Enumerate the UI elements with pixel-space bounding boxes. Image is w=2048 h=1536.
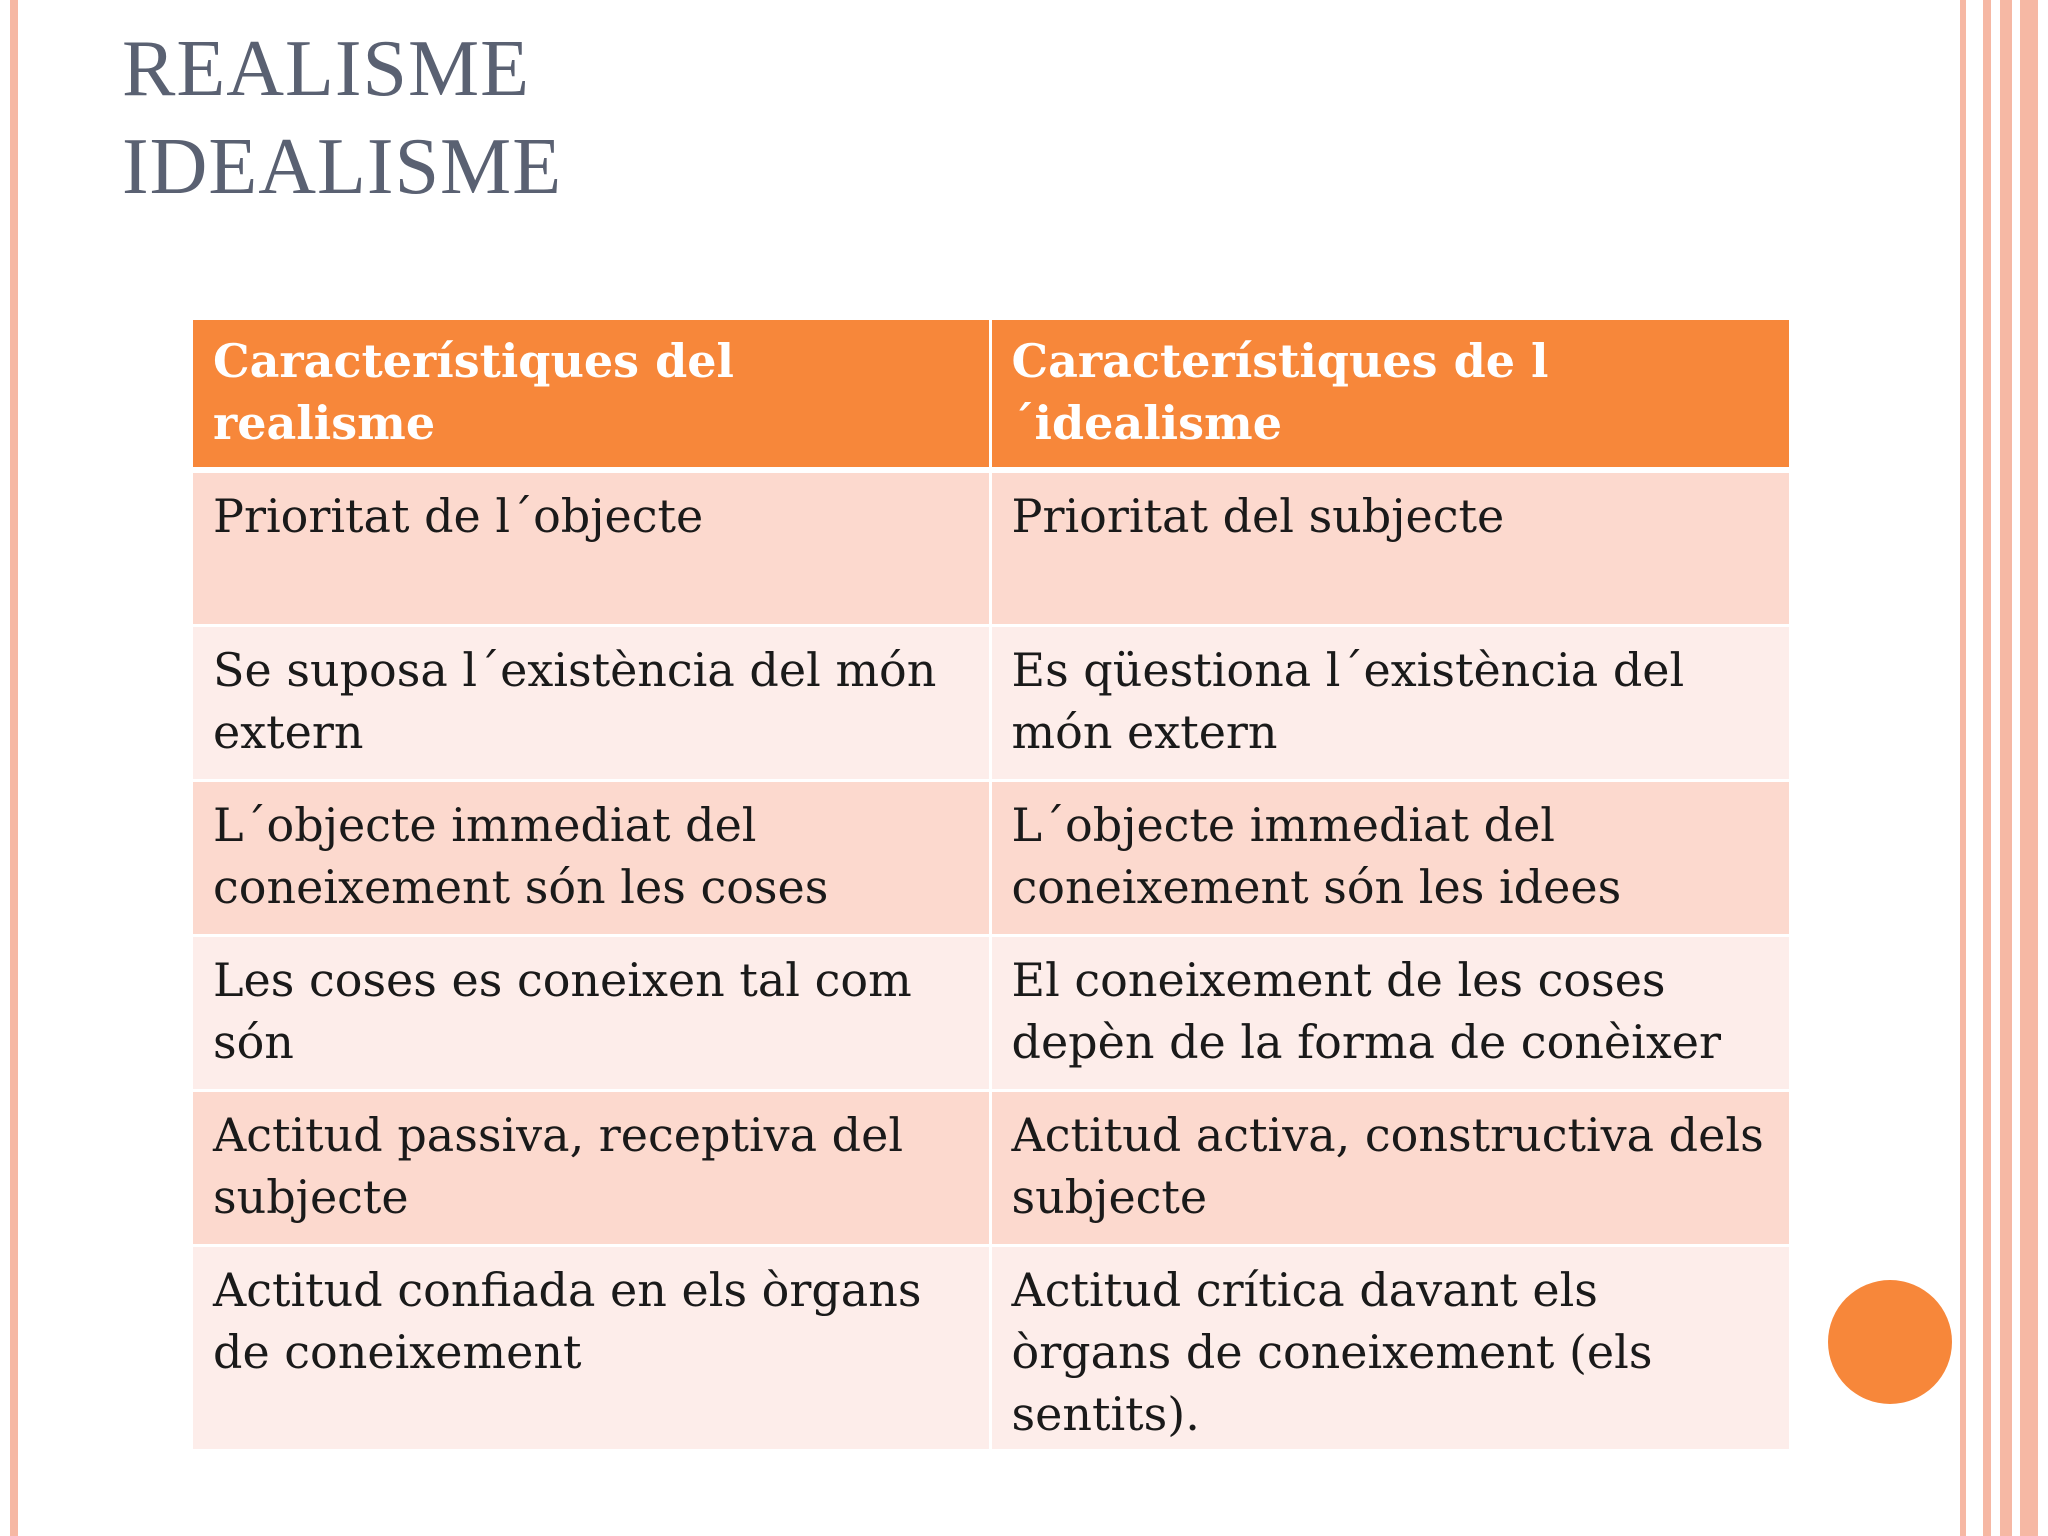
slide-title [122, 20, 562, 216]
slide-title-line-1: REALISME [122, 25, 530, 113]
left-border-stripe [10, 0, 18, 1536]
table-row [193, 780, 1789, 935]
header-idealism: Característiques de l ´idealisme [990, 320, 1789, 470]
slide-title-line-2: IDEALISME [122, 123, 563, 211]
cell-realism: Actitud confiada en els òrgans de coneixement [193, 1245, 990, 1450]
comparison-table [193, 320, 1789, 1452]
cell-idealism: El coneixement de les coses depèn de la forma de conèixer [990, 935, 1789, 1090]
cell-idealism: Prioritat del subjecte [990, 470, 1789, 625]
table-row [193, 1090, 1789, 1245]
table-row [193, 1245, 1789, 1450]
right-border-stripe [2020, 0, 2038, 1536]
table-row [193, 625, 1789, 780]
header-realism: Característiques del realisme [193, 320, 990, 470]
cell-realism: Se suposa l´existència del món extern [193, 625, 990, 780]
cell-realism: Prioritat de l´objecte [193, 470, 990, 625]
table-row [193, 935, 1789, 1090]
cell-idealism: Es qüestiona l´existència del món extern [990, 625, 1789, 780]
right-border-stripe [2000, 0, 2012, 1536]
cell-idealism: Actitud crítica davant els òrgans de coneixement (els sentits). [990, 1245, 1789, 1450]
table-header-row [193, 320, 1789, 470]
table-row [193, 470, 1789, 625]
cell-realism: Actitud passiva, receptiva del subjecte [193, 1090, 990, 1245]
cell-idealism: Actitud activa, constructiva dels subjecte [990, 1090, 1789, 1245]
right-border-stripe [1960, 0, 1966, 1536]
cell-realism: Les coses es coneixen tal com són [193, 935, 990, 1090]
decorative-circle [1828, 1280, 1952, 1404]
right-border-stripe [1983, 0, 1991, 1536]
cell-idealism: L´objecte immediat del coneixement són les idees [990, 780, 1789, 935]
cell-realism: L´objecte immediat del coneixement són les coses [193, 780, 990, 935]
